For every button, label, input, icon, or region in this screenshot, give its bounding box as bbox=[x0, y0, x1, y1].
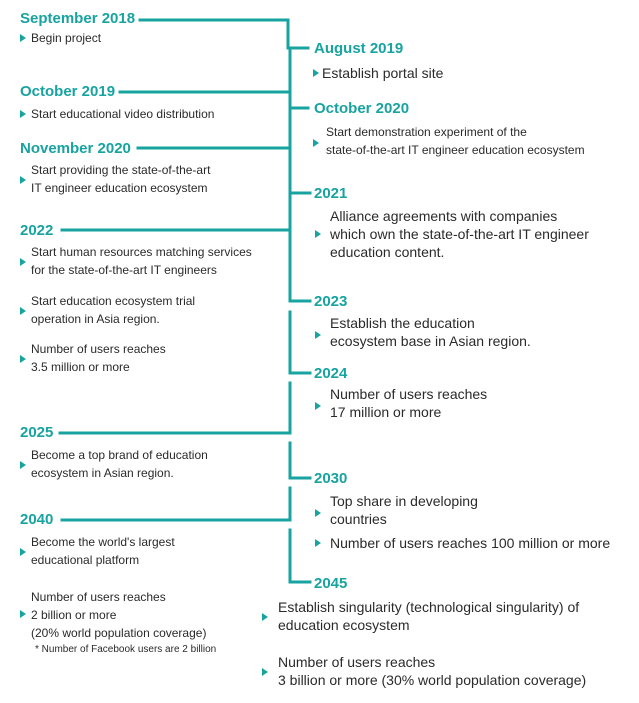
connector-2023-2024 bbox=[290, 312, 310, 373]
milestone-2024-item: Number of users reaches 17 million or more bbox=[330, 386, 488, 420]
connector-aug2019-oct2019 bbox=[120, 48, 290, 92]
milestone-2022-item-2: Start education ecosystem trial operation in Asia region. bbox=[31, 294, 196, 326]
milestone-oct2020-item: Start demonstration experiment of the state-of-the-art IT engineer education ecosystem bbox=[326, 125, 585, 157]
connector-2040-2045 bbox=[290, 530, 310, 582]
milestone-2045-item-2: Number of users reaches 3 billion or more (30% world population coverage) bbox=[278, 654, 587, 688]
connector-sep2018-aug2019 bbox=[140, 20, 308, 48]
bullet-icon bbox=[262, 668, 268, 676]
bullet-icon bbox=[20, 307, 26, 315]
milestone-aug2019-year: August 2019 bbox=[314, 40, 404, 57]
bullet-icon bbox=[315, 402, 321, 410]
milestone-2045-item-1: Establish singularity (technological singularity) of education ecosystem bbox=[278, 599, 580, 633]
bullet-icon bbox=[20, 176, 26, 184]
milestone-oct2019-year: October 2019 bbox=[20, 83, 116, 100]
milestone-2021-item: Alliance agreements with companies which own the state-of-the-art IT engineer education content. bbox=[330, 208, 589, 260]
milestone-2022-item-1: Start human resources matching services for the state-of-the-art IT engineers bbox=[31, 245, 252, 277]
connector-2030-2040 bbox=[62, 488, 290, 520]
milestone-2040-item-1: Become the world's largest educational platform bbox=[31, 535, 175, 567]
bullet-icon bbox=[315, 539, 321, 547]
milestone-2025-item: Become a top brand of education ecosystem in Asian region. bbox=[31, 448, 208, 480]
milestone-2030-item-2: Number of users reaches 100 million or more bbox=[330, 535, 611, 551]
bullet-icon bbox=[313, 69, 319, 77]
milestone-2030-year: 2030 bbox=[314, 470, 348, 487]
connector-2022-2023 bbox=[290, 230, 310, 301]
milestone-sep2018-item: Begin project bbox=[31, 31, 102, 45]
bullet-icon bbox=[20, 110, 26, 118]
connector-2025-2030 bbox=[290, 443, 310, 478]
milestone-sep2018-year: September 2018 bbox=[20, 10, 136, 27]
bullet-icon bbox=[20, 610, 26, 618]
milestone-2030-item-1: Top share in developing countries bbox=[330, 493, 478, 527]
milestone-2040-year: 2040 bbox=[20, 511, 54, 528]
bullet-icon bbox=[315, 230, 321, 238]
milestone-2025-year: 2025 bbox=[20, 424, 54, 441]
connector-2021-2022 bbox=[62, 193, 290, 230]
milestone-2040-item-2: Number of users reaches 2 billion or more (20% world population coverage) bbox=[31, 590, 207, 640]
bullet-icon bbox=[262, 613, 268, 621]
milestone-2022-year: 2022 bbox=[20, 222, 54, 239]
bullet-icon bbox=[315, 331, 321, 339]
connector-oct2019-oct2020 bbox=[290, 92, 308, 108]
milestone-2023-item: Establish the education ecosystem base in Asian region. bbox=[330, 315, 531, 349]
bullet-icon bbox=[20, 461, 26, 469]
bullet-icon bbox=[315, 509, 321, 517]
milestone-2021-year: 2021 bbox=[314, 185, 348, 202]
milestone-2045-year: 2045 bbox=[314, 575, 348, 592]
connector-2024-2025 bbox=[60, 383, 290, 433]
milestone-2023-year: 2023 bbox=[314, 293, 348, 310]
bullet-icon bbox=[20, 34, 26, 42]
milestone-oct2019-item: Start educational video distribution bbox=[31, 107, 215, 121]
bullet-icon bbox=[20, 355, 26, 363]
milestone-oct2020-year: October 2020 bbox=[314, 100, 410, 117]
bullet-icon bbox=[20, 258, 26, 266]
bullet-icon bbox=[20, 548, 26, 556]
milestone-nov2020-item: Start providing the state-of-the-art IT engineer education ecosystem bbox=[31, 163, 211, 195]
connector-nov2020-2021 bbox=[290, 148, 310, 193]
milestone-aug2019-item: Establish portal site bbox=[322, 65, 444, 81]
milestone-nov2020-year: November 2020 bbox=[20, 140, 131, 157]
milestone-2024-year: 2024 bbox=[314, 365, 348, 382]
footnote: * Number of Facebook users are 2 billion bbox=[35, 644, 217, 655]
milestone-2022-item-3: Number of users reaches 3.5 million or more bbox=[31, 342, 166, 374]
bullet-icon bbox=[313, 139, 319, 147]
